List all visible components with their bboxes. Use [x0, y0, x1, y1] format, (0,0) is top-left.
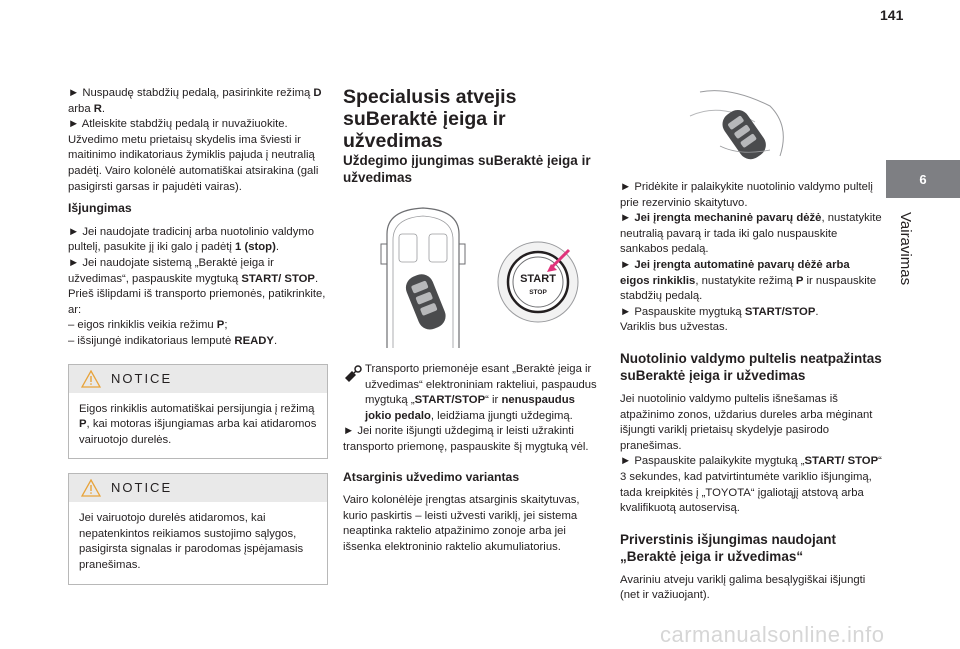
instruction-hold-fob: ► Pridėkite ir palaikykite nuotolinio valdymo pultelį prie rezervinio skaitytuvo. [620, 181, 873, 209]
warning-triangle-icon [81, 479, 101, 497]
chapter-tab[interactable]: 6 [886, 160, 960, 198]
stop-label: STOP [529, 289, 547, 296]
instruction-manual-gearbox: ► Jei įrengta mechaninė pavarų dėžė, nustatykite neutralią pavarą ir tada iki galo nuspauskite sankabos pedalą. [620, 212, 882, 256]
heading-backup-start: Atsarginis užvedimo variantas [343, 469, 520, 484]
forced-shutdown-description: Avariniu atveju variklį galima besąlygiškai išjungti (net ir važiuojant). [620, 573, 866, 602]
fob-note [343, 362, 603, 424]
column-3 [620, 86, 882, 604]
instruction-press-start: ► Paspauskite mygtuką START/STOP. [620, 305, 819, 318]
notice-label: NOTICE [111, 370, 173, 386]
heading-forced-shutdown: Priverstinis išjungimas naudojant „Beraktė įeiga ir užvedimas“ [620, 531, 837, 564]
heading-remote-not-recognized: Nuotolinio valdymo pultelis neatpažintas suBeraktė įeiga ir užvedimas [620, 350, 882, 383]
check-item-ready: – išsijungė indikatoriaus lemputė READY. [68, 334, 278, 347]
heading-shutdown: Išjungimas [68, 201, 132, 216]
notice-text: Jei vairuotojo durelės atidaromos, kai nepatenkintos reikiamos sustojimo sąlygos, pasigirsta signalas ir parodomas įspėjamasis pranešimas. [79, 512, 304, 572]
instruction-turn-key: ► Jei naudojate tradicinį arba nuotolinio valdymo pultelį, pasukite jį iki galo į padėtį 1 (stop). [68, 225, 315, 254]
instruction-automatic-gearbox: ► Jei įrengta automatinė pavarų dėžė arba eigos rinkiklis, nustatykite režimą P ir nuspauskite stabdžių pedalą. [620, 258, 877, 303]
startup-description: Užvedimo metu prietaisų skydelis ima šviesti ir maitinimo indikatoriaus žymiklis pajuda į neutralią padėtį. Vairo kolonėlė automatiškai atsirakina (gali pasigirsti garsas ir pajudėti vairas). [68, 133, 319, 193]
engine-started-text: Variklis bus užvestas. [620, 321, 728, 334]
key-fob-icon [343, 364, 365, 384]
start-label: START [520, 273, 556, 285]
notice-header [69, 365, 327, 393]
backup-reader-illustration [620, 86, 880, 166]
car-with-key-illustration [343, 204, 603, 348]
remote-not-recognized-description: Jei nuotolinio valdymo pultelis išnešamas iš atpažinimo zonos, uždarius dureles arba mėginant išjungti variklį prietaisų skydelyje pasirodo pranešimas. [620, 392, 873, 452]
instruction-press-start-stop: ► Jei naudojate sistemą „Beraktė įeiga ir užvedimas“, paspauskite mygtuką START/ STOP. [68, 256, 319, 285]
instruction-turn-off-ignition: ► Jei norite išjungti uždegimą ir leisti užrakinti transporto priemonę, paspauskite šį mygtuką vėl. [343, 425, 589, 453]
page-number: 141 [880, 7, 904, 23]
instruction-select-mode: ► Nuspaudę stabdžių pedalą, pasirinkite režimą D arba R. [68, 87, 322, 115]
warning-triangle-icon [81, 370, 101, 388]
fob-note-text: Transporto priemonėje esant „Beraktė įeiga ir užvedimas“ elektroniniam rakteliui, paspaudus mygtuką „START/STOP“ ir nenuspaudus jokio pedalo, leidžiama įjungti uždegimą. [365, 363, 597, 422]
check-item-gear: – eigos rinkiklis veikia režimu P; [68, 319, 228, 332]
column-1 [68, 86, 328, 585]
chapter-title: Vairavimas [897, 212, 914, 286]
keyless-start-illustration [343, 204, 603, 348]
notice-header [69, 474, 327, 502]
instruction-hold-start-stop: ► Paspauskite palaikykite mygtuką „START/ STOP“ 3 sekundes, kad patvirtintumėte variklio išjungimą, tada kreipkitės į „TOYOTA“ įgaliotąjį atstovą arba kvalifikuotą autoservisą. [620, 455, 882, 515]
column-2 [343, 86, 603, 556]
notice-box-2 [68, 473, 328, 584]
subsection-title: Uždegimo įjungimas suBeraktė įeiga ir užvedimas [343, 153, 591, 185]
instruction-release-brake: ► Atleiskite stabdžių pedalą ir nuvažiuokite. [68, 118, 288, 131]
exit-check-intro: Prieš išlipdami iš transporto priemonės, patikrinkite, ar: [68, 288, 326, 316]
notice-text: Eigos rinkiklis automatiškai persijungia į režimą P, kai motoras išjungiamas arba kai atidaromos vairuotojo durelės. [79, 402, 317, 446]
notice-box-1 [68, 364, 328, 460]
fob-on-reader-illustration [620, 86, 882, 166]
section-title: Specialusis atvejis suBeraktė įeiga ir užvedimas [343, 86, 517, 152]
notice-label: NOTICE [111, 480, 173, 496]
watermark: carmanualsonline.info [660, 622, 885, 647]
backup-start-description: Vairo kolonėlėje įrengtas atsarginis skaitytuvas, kurio paskirtis – leisti užvesti variklį, jei sistema neaptinka raktelio atpažinimo zonoje arba jei išsenka elektroninio raktelio akumuliatorius. [343, 494, 580, 553]
